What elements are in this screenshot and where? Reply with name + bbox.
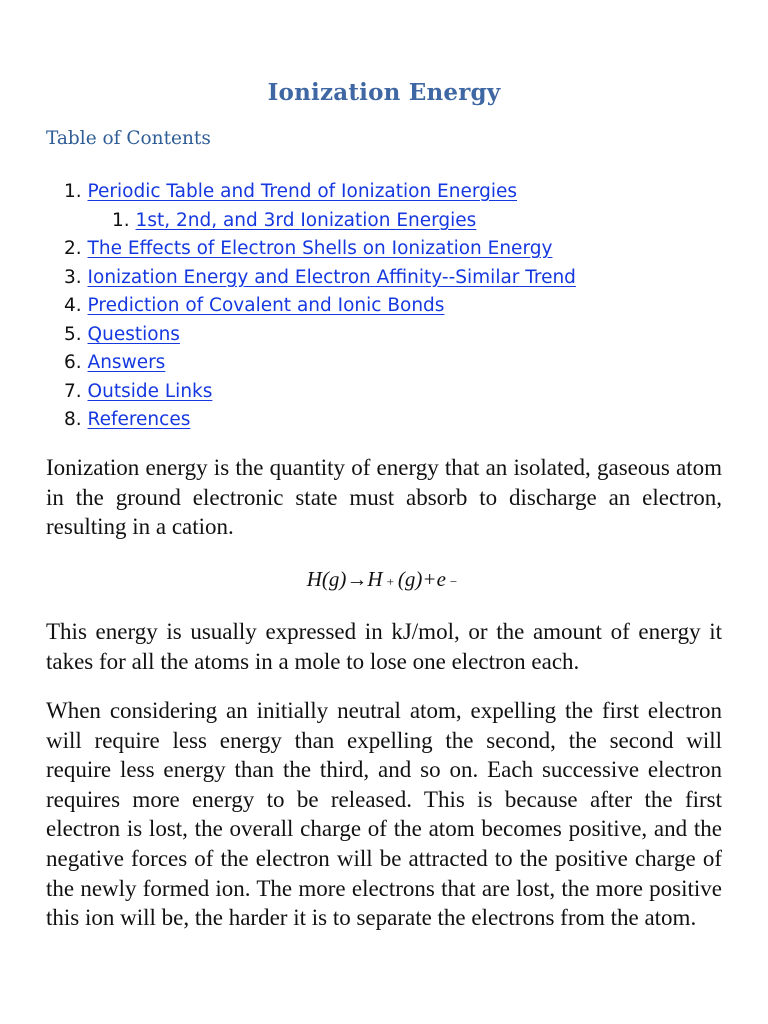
toc-item-references (64, 406, 190, 434)
page-title: Ionization Energy (267, 79, 501, 106)
toc-item-outside-links (64, 378, 212, 406)
toc-item-number: 3. (64, 267, 82, 288)
toc-link-periodic-table[interactable]: Periodic Table and Trend of Ionization Energies (87, 181, 518, 202)
toc-item-number: 2. (64, 238, 82, 259)
toc-link-questions[interactable]: Questions (87, 324, 180, 345)
toc-item-number: 5. (64, 324, 82, 345)
paragraph-units: This energy is usually expressed in kJ/mol, or the amount of energy it takes for all the atoms in a mole to lose one electron each. (46, 619, 722, 674)
toc-item-questions (64, 321, 180, 349)
toc-link-outside-links[interactable]: Outside Links (87, 381, 213, 402)
ionization-equation (0, 567, 768, 592)
toc-item-electron-affinity (64, 264, 576, 292)
paragraph-successive-ionization: When considering an initially neutral atom, expelling the first electron will require less energy than expelling the second, the second will require less energy than the third, and so on. Each successive electron requires more energy to be released. This is because after the first electron is lost, the overall charge of the atom becomes positive, and the negative forces of the electron will be attracted to the positive charge of the newly formed ion. The more electrons that are lost, the more positive this ion will be, the harder it is to separate the electrons from the atom. (46, 698, 722, 931)
toc-link-bonds[interactable]: Prediction of Covalent and Ionic Bonds (87, 295, 445, 316)
toc-link-references[interactable]: References (87, 409, 191, 430)
toc-item-electron-shells (64, 235, 552, 263)
paragraph-definition: Ionization energy is the quantity of energy that an isolated, gaseous atom in the ground electronic state must absorb to discharge an electron, resulting in a cation. (46, 455, 722, 540)
toc-link-electron-affinity[interactable]: Ionization Energy and Electron Affinity--Similar Trend (87, 267, 576, 288)
toc-item-number: 4. (64, 295, 82, 316)
toc-link-ionization-energies[interactable]: 1st, 2nd, and 3rd Ionization Energies (135, 210, 477, 231)
toc-heading: Table of Contents (46, 128, 211, 149)
equation-products: (g)+e (397, 567, 446, 591)
toc-item-periodic-table (64, 178, 517, 206)
toc-item-number: 8. (64, 409, 82, 430)
toc-item-answers (64, 349, 165, 377)
toc-item-number: 1. (112, 210, 130, 231)
equation-reactant-product: H(g)→H (306, 567, 383, 591)
toc-item-number: 1. (64, 181, 82, 202)
equation-charge-minus: − (449, 574, 458, 589)
toc-link-electron-shells[interactable]: The Effects of Electron Shells on Ionization Energy (87, 238, 553, 259)
toc-link-answers[interactable]: Answers (87, 352, 166, 373)
toc-item-bonds (64, 292, 444, 320)
toc-item-number: 6. (64, 352, 82, 373)
toc-item-ionization-energies (112, 207, 476, 235)
toc-item-number: 7. (64, 381, 82, 402)
equation-charge-plus: + (386, 574, 394, 589)
